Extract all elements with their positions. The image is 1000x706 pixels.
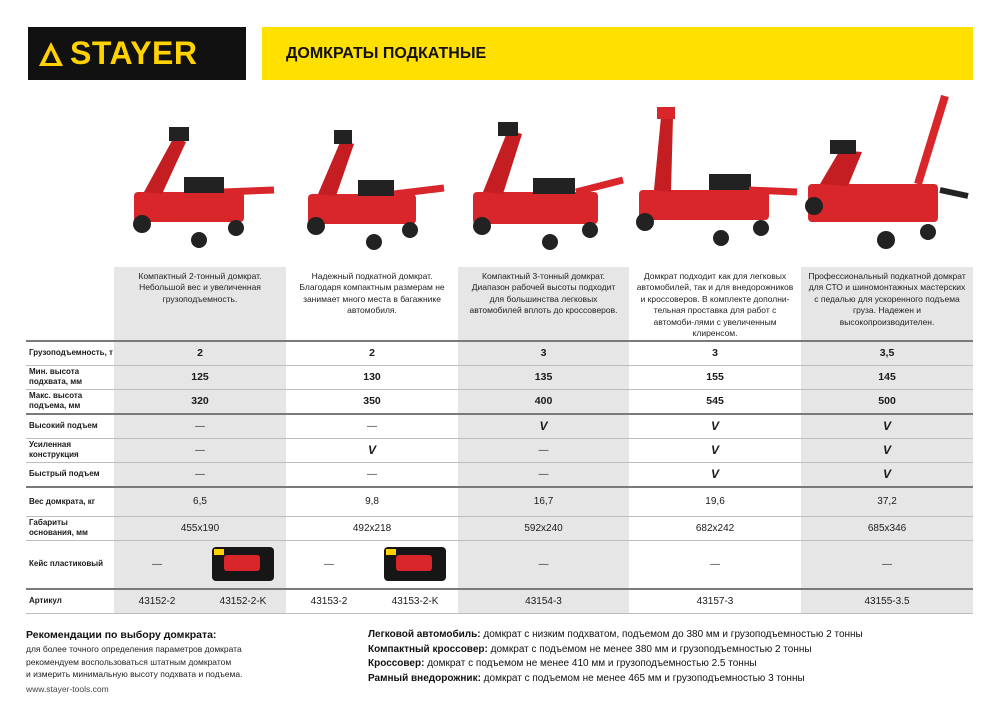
check-mark: V	[629, 414, 801, 439]
check-mark: V	[629, 438, 801, 462]
table-cell: 155	[629, 365, 801, 389]
table-cell: —	[801, 540, 973, 589]
table-cell: 592x240	[458, 516, 629, 540]
article-cell: 43154-3	[458, 589, 629, 614]
jack-image-43154-3	[458, 92, 629, 264]
table-cell: —	[458, 462, 629, 487]
table-cell: —	[114, 438, 286, 462]
vehicle-rec-text: домкрат с низким подхватом, подъемом до 380 мм и грузоподъемностью 2 тонны	[480, 629, 863, 640]
row-label: Артикул	[26, 589, 114, 614]
table-row	[26, 462, 973, 487]
check-mark: V	[801, 414, 973, 439]
case-image-cell	[200, 540, 286, 589]
vehicle-rec-text: домкрат с подъемом не менее 465 мм и грузоподъемностью 3 тонны	[480, 672, 805, 684]
table-cell: 682x242	[629, 516, 801, 540]
description-row	[26, 267, 973, 341]
recommendation-line: рекомендуем воспользоваться штатным домкратом	[26, 656, 232, 667]
table-row	[26, 438, 973, 462]
brand-name: STAYER	[70, 35, 198, 71]
vehicle-rec-line	[368, 672, 973, 687]
recommendation-line: и измерить минимальную высоту подхвата и подъема.	[26, 668, 243, 679]
row-label: Вес домкрата, кг	[26, 487, 114, 517]
table-row	[26, 540, 973, 589]
description-cell: Профессиональный подкатной домкрат для СТО и шиномонтажных мастерских с педалью для ускоренного подъема груза. Надежен и высокопроизводителен.	[801, 267, 973, 341]
vehicle-rec-line	[368, 643, 973, 658]
article-cell: 43152-2	[114, 589, 200, 614]
table-cell: 125	[114, 365, 286, 389]
table-cell: —	[458, 438, 629, 462]
description-cell: Компактный 3-тонный домкрат. Диапазон рабочей высоты подходит для большинства легковых автомобилей вплоть до кроссоверов.	[458, 267, 629, 341]
row-label: Быстрый подъем	[26, 462, 114, 487]
article-cell: 43153-2-K	[372, 589, 458, 614]
spec-table	[26, 267, 973, 614]
table-cell: 19,6	[629, 487, 801, 517]
check-mark: V	[458, 414, 629, 439]
table-row	[26, 589, 973, 614]
row-label: Габариты основания, мм	[26, 516, 114, 540]
vehicle-type: Кроссовер:	[368, 658, 425, 669]
vehicle-rec-line	[368, 657, 973, 672]
table-cell: —	[114, 414, 286, 439]
vehicle-rec-line	[368, 628, 973, 643]
jack-image-43155-3-5	[800, 92, 971, 264]
vehicle-rec-text: домкрат с подъемом не менее 380 мм и грузоподъемностью 2 тонны	[487, 643, 812, 655]
table-cell: 350	[286, 389, 458, 414]
page-title: ДОМКРАТЫ ПОДКАТНЫЕ	[286, 44, 487, 62]
row-label: Высокий подъем	[26, 414, 114, 439]
table-row	[26, 389, 973, 414]
table-cell: 9,8	[286, 487, 458, 517]
article-cell: 43152-2-K	[200, 589, 286, 614]
table-row	[26, 365, 973, 389]
check-mark: V	[629, 462, 801, 487]
table-cell: 2	[286, 341, 458, 366]
table-cell: 545	[629, 389, 801, 414]
table-cell: 492x218	[286, 516, 458, 540]
vehicle-recommendations	[368, 628, 973, 686]
table-cell: 145	[801, 365, 973, 389]
recommendations-heading: Рекомендации по выбору домкрата:	[26, 629, 217, 641]
check-mark: V	[286, 438, 458, 462]
row-label: Макс. высота подъема, мм	[26, 389, 114, 414]
table-cell: —	[286, 462, 458, 487]
description-cell: Надежный подкатной домкрат. Благодаря компактным размерам не занимает много места в багажнике автомобиля.	[299, 271, 445, 316]
article-cell: 43153-2	[286, 589, 372, 614]
jack-image-43153-2	[286, 92, 457, 264]
row-label: Кейс пластиковый	[26, 540, 114, 589]
table-cell: —	[114, 462, 286, 487]
row-label: Грузоподъемность, т	[26, 341, 114, 366]
table-cell: 685x346	[801, 516, 973, 540]
recommendations-block	[26, 628, 346, 680]
table-cell: 3,5	[801, 341, 973, 366]
recommendation-line: для более точного определения параметров домкрата	[26, 644, 242, 655]
table-cell: 135	[458, 365, 629, 389]
check-mark: V	[801, 462, 973, 487]
jack-image-43152-2	[114, 92, 285, 264]
row-label: Усиленная конструкция	[26, 438, 114, 462]
table-row	[26, 516, 973, 540]
table-cell: 455x190	[114, 516, 286, 540]
article-cell: 43157-3	[629, 589, 801, 614]
table-cell: —	[286, 540, 372, 589]
table-cell: —	[458, 540, 629, 589]
table-cell: 37,2	[801, 487, 973, 517]
title-bar	[262, 27, 973, 80]
table-cell: 6,5	[114, 487, 286, 517]
table-row	[26, 414, 973, 439]
description-cell: Компактный 2-тонный домкрат. Небольшой вес и увеличенная грузоподъемность.	[114, 267, 286, 341]
table-cell: 500	[801, 389, 973, 414]
article-cell: 43155-3.5	[801, 589, 973, 614]
jack-image-43157-3	[629, 92, 800, 264]
table-row	[26, 341, 973, 366]
table-row	[26, 487, 973, 517]
row-label: Мин. высота подхвата, мм	[26, 365, 114, 389]
table-cell: 3	[458, 341, 629, 366]
stayer-logo	[28, 27, 246, 80]
table-cell: 2	[114, 341, 286, 366]
case-image-cell	[372, 540, 458, 589]
vehicle-type: Легковой автомобиль:	[368, 629, 481, 640]
vehicle-type: Компактный кроссовер:	[368, 643, 488, 655]
table-cell: 320	[114, 389, 286, 414]
description-cell: Домкрат подходит как для легковых автомобилей, так и для внедорожников и кроссоверов. В комплекте дополни-тельная проставка для работ с автомоби-лями с увеличенным клиренсом.	[636, 271, 794, 339]
vehicle-type: Рамный внедорожник:	[368, 672, 481, 684]
plastic-case-image	[384, 547, 446, 581]
triangle-logo-icon	[38, 41, 64, 67]
vehicle-rec-text: домкрат с подъемом не менее 410 мм и грузоподъемностью 2.5 тонны	[424, 658, 757, 669]
table-cell: 3	[629, 341, 801, 366]
plastic-case-image	[212, 547, 274, 581]
description-label-cell	[26, 267, 114, 341]
table-cell: —	[114, 540, 200, 589]
check-mark: V	[801, 438, 973, 462]
table-cell: 130	[286, 365, 458, 389]
table-cell: —	[286, 414, 458, 439]
table-cell: 400	[458, 389, 629, 414]
table-cell: 16,7	[458, 487, 629, 517]
table-cell: —	[629, 540, 801, 589]
website-link[interactable]: www.stayer-tools.com	[26, 684, 109, 694]
